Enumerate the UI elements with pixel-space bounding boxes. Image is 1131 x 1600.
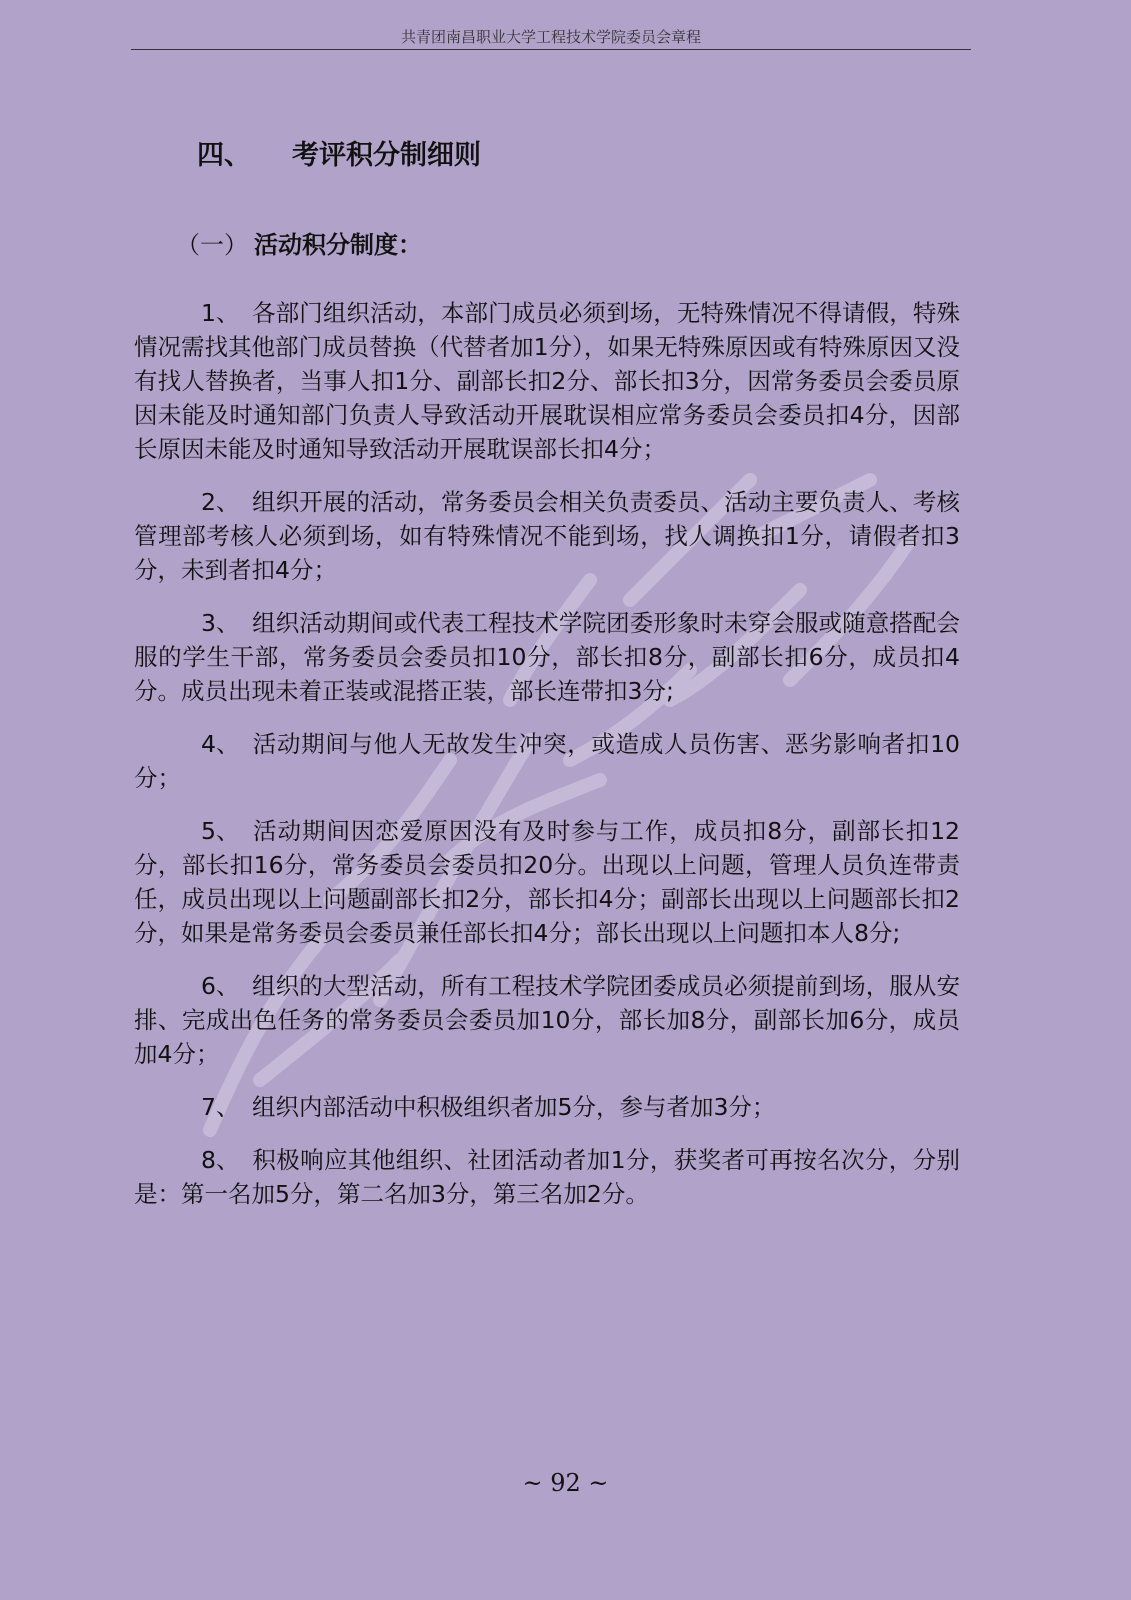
- subsection-number: （一）: [176, 231, 248, 259]
- rule-number: 5、: [201, 817, 240, 845]
- rules-list: [134, 296, 960, 1230]
- rule-number: 4、: [201, 730, 240, 758]
- subsection-heading: [176, 225, 422, 260]
- rule-item: [134, 485, 960, 587]
- rule-text: 组织的大型活动，所有工程技术学院团委成员必须提前到场，服从安排、完成出色任务的常务委员会委员加10分，部长加8分，副部长加6分，成员加4分；: [134, 972, 960, 1068]
- rule-number: 6、: [201, 972, 240, 1000]
- rule-item: [134, 814, 960, 950]
- rule-text: 组织开展的活动，常务委员会相关负责委员、活动主要负责人、考核管理部考核人必须到场，如有特殊情况不能到场，找人调换扣1分，请假者扣3分，未到者扣4分；: [134, 488, 960, 584]
- rule-text: 各部门组织活动，本部门成员必须到场，无特殊情况不得请假，特殊情况需找其他部门成员替换（代替者加1分），如果无特殊原因或有特殊原因又没有找人替换者，当事人扣1分、副部长扣2分、部长扣3分，因常务委员会委员原因未能及时通知部门负责人导致活动开展耽误相应常务委员会委员扣4分，因部长原因未能及时通知导致活动开展耽误部长扣4分；: [134, 299, 960, 463]
- rule-item: [134, 727, 960, 795]
- rule-item: [134, 969, 960, 1071]
- header-divider: [131, 49, 971, 50]
- running-header: 共青团南昌职业大学工程技术学院委员会章程: [400, 28, 701, 46]
- section-number: 四、: [197, 140, 251, 171]
- rule-item: [134, 606, 960, 708]
- section-title: 考评积分制细则: [292, 140, 481, 171]
- rule-text: 积极响应其他组织、社团活动者加1分，获奖者可再按名次分，分别是：第一名加5分，第二名加3分，第三名加2分。: [134, 1146, 960, 1208]
- rule-number: 8、: [201, 1146, 240, 1174]
- rule-text: 活动期间与他人无故发生冲突，或造成人员伤害、恶劣影响者扣10分；: [134, 730, 960, 792]
- section-heading: [197, 133, 481, 172]
- rule-number: 2、: [201, 488, 240, 516]
- rule-item: [134, 1143, 960, 1211]
- rule-text: 组织活动期间或代表工程技术学院团委形象时未穿会服或随意搭配会服的学生干部，常务委员会委员扣10分，部长扣8分，副部长扣6分，成员扣4分。成员出现未着正装或混搭正装，部长连带扣3分;: [134, 609, 960, 705]
- rule-number: 7、: [201, 1093, 240, 1121]
- rule-text: 活动期间因恋爱原因没有及时参与工作，成员扣8分，副部长扣12分，部长扣16分，常务委员会委员扣20分。出现以上问题，管理人员负连带责任，成员出现以上问题副部长扣2分，部长扣4分；副部长出现以上问题部长扣2分，如果是常务委员会委员兼任部长扣4分；部长出现以上问题扣本人8分;: [134, 817, 960, 947]
- rule-item: [134, 296, 960, 466]
- page-number: ~ 92 ~: [522, 1469, 609, 1497]
- rule-number: 1、: [201, 299, 240, 327]
- rule-item: [134, 1090, 960, 1124]
- rule-number: 3、: [201, 609, 240, 637]
- rule-text: 组织内部活动中积极组织者加5分，参与者加3分；: [252, 1093, 776, 1121]
- subsection-title: 活动积分制度：: [254, 231, 422, 259]
